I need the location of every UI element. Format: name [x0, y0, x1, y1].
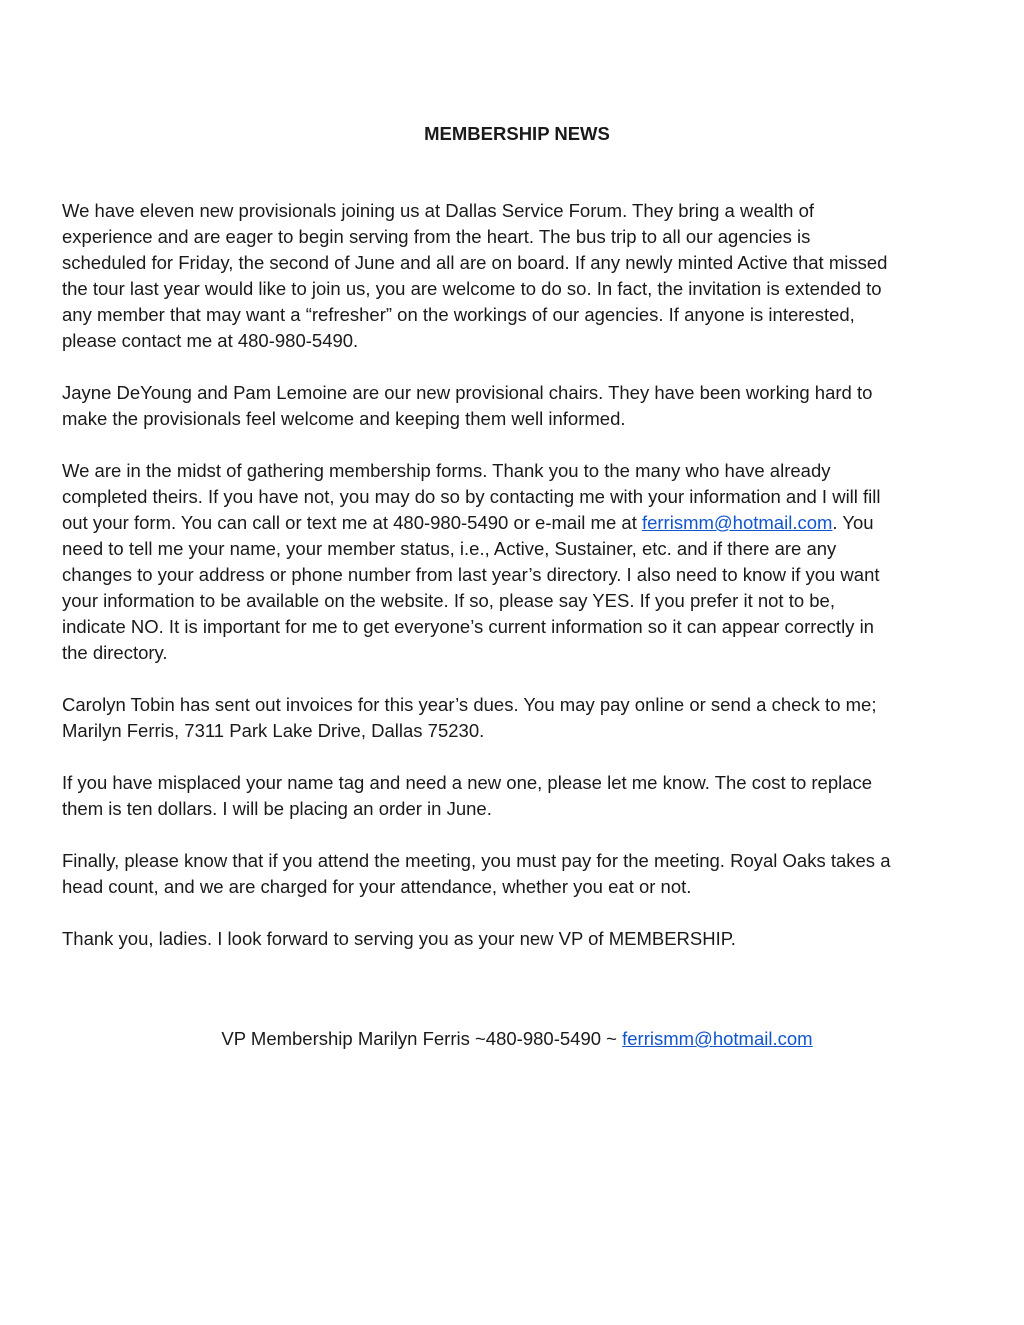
paragraph-provisional-chairs: Jayne DeYoung and Pam Lemoine are our new provisional chairs. They have been working hard to make the provisionals feel welcome and keeping them well informed. [62, 382, 873, 429]
signature-footer [62, 1026, 972, 1052]
footer-email-link[interactable]: ferrismm@hotmail.com [622, 1028, 813, 1049]
page-title: MEMBERSHIP NEWS [424, 123, 610, 144]
paragraph-thank-you: Thank you, ladies. I look forward to serving you as your new VP of MEMBERSHIP. [62, 928, 736, 949]
paragraph-name-tag: If you have misplaced your name tag and need a new one, please let me know. The cost to replace them is ten dollars. I will be placing an order in June. [62, 772, 873, 819]
paragraph-membership-forms [62, 458, 967, 666]
paragraph-meeting-payment: Finally, please know that if you attend the meeting, you must pay for the meeting. Royal Oaks takes a head count, and we are charged for your attendance, whether you eat or not. [62, 850, 891, 897]
paragraph-dues: Carolyn Tobin has sent out invoices for this year’s dues. You may pay online or send a check to me; Marilyn Ferris, 7311 Park Lake Drive, Dallas 75230. [62, 694, 877, 741]
document-body [62, 198, 967, 978]
paragraph-text: We are in the midst of gathering membership forms. Thank you to the many who have already completed theirs. If you have not, you may do so by contacting me with your information and I will fill out your form. You can call or text me at 480-980-5490 or e-mail me at [62, 460, 881, 533]
email-link[interactable]: ferrismm@hotmail.com [641, 512, 833, 533]
paragraph-provisionals: We have eleven new provisionals joining us at Dallas Service Forum. They bring a wealth of experience and are eager to begin serving from the heart. The bus trip to all our agencies is scheduled for Friday, the second of June and all are on board. If any newly minted Active that missed the tour last year would like to join us, you are welcome to do so. In fact, the invitation is extended to any member that may want a “refresher” on the workings of our agencies. If anyone is interested, please contact me at 480-980-5490. [62, 200, 888, 351]
footer-text: VP Membership Marilyn Ferris ~480-980-5490 ~ [221, 1028, 623, 1049]
paragraph-text: . You need to tell me your name, your member status, i.e., Active, Sustainer, etc. and if there are any changes to your address or phone number from last year’s directory. I also need to know if you want your information to be available on the website. If so, please say YES. If you prefer it not to be, indicate NO. It is important for me to get everyone’s current information so it can appear correctly in the directory. [62, 512, 880, 663]
